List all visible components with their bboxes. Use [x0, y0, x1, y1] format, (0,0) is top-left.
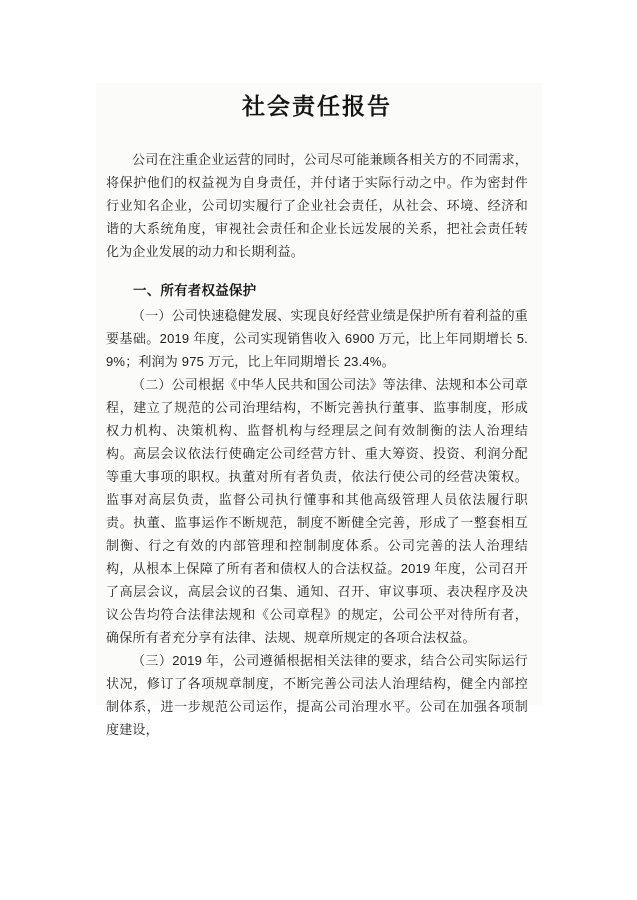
section-paragraph-3: （三）2019 年，公司遵循根据相关法律的要求，结合公司实际运行状况，修订了各项规章制度，不断完善公司法人治理结构，健全内部控制体系，进一步规范公司运作，提高公司治理水平。公司在加强各项制度建设，: [106, 653, 528, 737]
document-body: [106, 148, 528, 741]
document-page: [96, 83, 542, 737]
section-heading-owner-rights: 一、所有者权益保护: [133, 283, 257, 298]
document-title: 社会责任报告: [242, 94, 392, 119]
section-paragraph-1: （一）公司快速稳健发展、实现良好经营业绩是保护所有着利益的重要基础。2019 年度，公司实现销售收入 6900 万元，比上年同期增长 5.9%；利润为 975 万元，比上年同期增长 23.4%。: [106, 308, 529, 369]
intro-paragraph: 公司在注重企业运营的同时，公司尽可能兼顾各相关方的不同需求，将保护他们的权益视为自身责任，并付诸于实际行动之中。作为密封件行业知名企业，公司切实履行了企业社会责任，从社会、环境、经济和谐的大系统角度，审视社会责任和企业长远发展的关系，把社会责任转化为企业发展的动力和长期利益。: [106, 152, 529, 259]
section-paragraph-2: （二）公司根据《中华人民共和国公司法》等法律、法规和本公司章程，建立了规范的公司治理结构，不断完善执行董事、监事制度，形成权力机构、决策机构、监督机构与经理层之间有效制衡的法人治理结构。高层会议依法行使确定公司经营方针、重大筹资、投资、利润分配等重大事项的职权。执董对所有者负责，依法行使公司的经营决策权。监事对高层负责，监督公司执行懂事和其他高级管理人员依法履行职责。执董、监事运作不断规范，制度不断健全完善，形成了一整套相互制衡、行之有效的内部管理和控制制度体系。公司完善的法人治理结构，从根本上保障了所有者和债权人的合法权益。2019 年度，公司召开了高层会议，高层会议的召集、通知、召开、审议事项、表决程序及决议公告均符合法律法规和《公司章程》的规定，公司公平对待所有者，确保所有者充分享有法律、法规、规章所规定的各项合法权益。: [106, 377, 529, 645]
